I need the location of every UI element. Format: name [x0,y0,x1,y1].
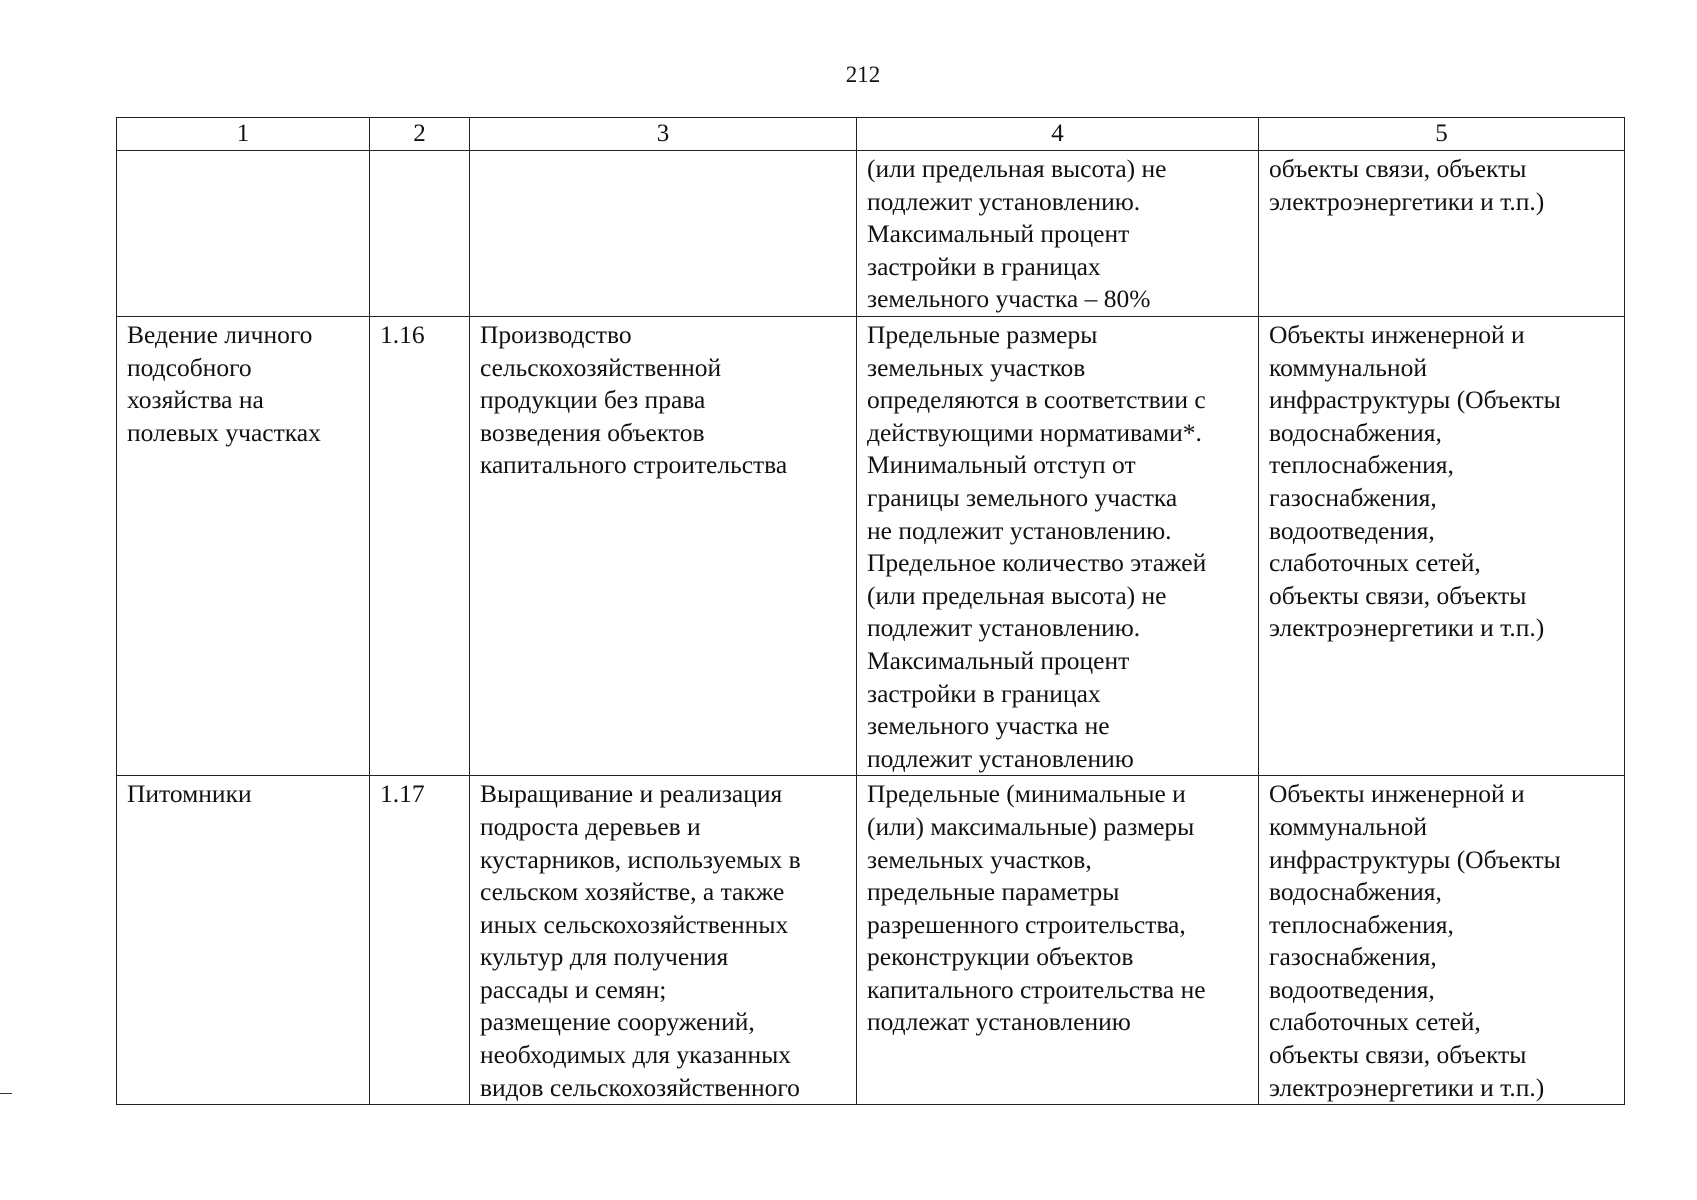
auxiliary-objects-cell: объекты связи, объекты электроэнергетики и т.п.) [1259,151,1625,317]
auxiliary-objects-cell: Объекты инженерной и коммунальной инфраструктуры (Объекты водоснабжения, теплоснабжения, газоснабжения, водоотведения, слаботочных сетей, объекты связи, объекты электроэнергетики и т.п.) [1259,317,1625,776]
use-description-cell [470,151,857,317]
use-code-cell: 1.16 [370,317,470,776]
parameters-cell: Предельные размеры земельных участков определяются в соответствии с действующими нормативами*. Минимальный отступ от границы земельного участка не подлежит установлению. Предельное количество этажей (или предельная высота) не подлежит установлению. Максимальный процент застройки в границах земельного участка не подлежит установлению [857,317,1259,776]
table-row [117,151,1625,317]
table-header-row [117,118,1625,151]
page-number: 212 [845,62,881,87]
column-header-1: 1 [117,118,370,151]
table-row [117,776,1625,1105]
use-name-cell: Ведение личного подсобного хозяйства на полевых участках [117,317,370,776]
use-code-cell [370,151,470,317]
parameters-cell: Предельные (минимальные и (или) максимальные) размеры земельных участков, предельные параметры разрешенного строительства, реконструкции объектов капитального строительства не подлежат установлению [857,776,1259,1105]
use-description-cell: Производство сельскохозяйственной продукции без права возведения объектов капитального строительства [470,317,857,776]
column-header-5: 5 [1259,118,1625,151]
use-name-cell [117,151,370,317]
regulations-table [116,117,1625,1105]
margin-mark [0,1093,12,1094]
column-header-4: 4 [857,118,1259,151]
use-name-cell: Питомники [117,776,370,1105]
use-code-cell: 1.17 [370,776,470,1105]
use-description-cell: Выращивание и реализация подроста деревьев и кустарников, используемых в сельском хозяйстве, а также иных сельскохозяйственных культур для получения рассады и семян; размещение сооружений, необходимых для указанных видов сельскохозяйственного [470,776,857,1105]
auxiliary-objects-cell: Объекты инженерной и коммунальной инфраструктуры (Объекты водоснабжения, теплоснабжения, газоснабжения, водоотведения, слаботочных сетей, объекты связи, объекты электроэнергетики и т.п.) [1259,776,1625,1105]
column-header-3: 3 [470,118,857,151]
column-header-2: 2 [370,118,470,151]
table-row [117,317,1625,776]
parameters-cell: (или предельная высота) не подлежит установлению. Максимальный процент застройки в границах земельного участка – 80% [857,151,1259,317]
